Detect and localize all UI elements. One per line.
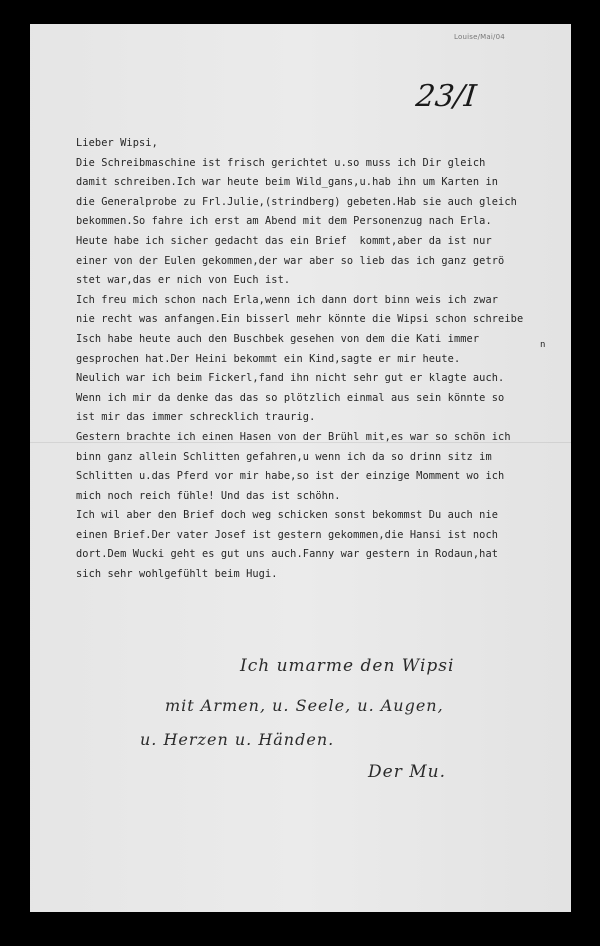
typed-line: mich noch reich fühle! Und das ist schöhn.	[76, 489, 341, 502]
typed-line: stet war,das er nich von Euch ist.	[76, 274, 291, 287]
letter-page	[30, 24, 571, 912]
margin-correction: n	[540, 340, 546, 350]
handwritten-line: mit Armen, u. Seele, u. Augen,	[165, 696, 444, 715]
handwritten-line: Ich umarme den Wipsi	[240, 656, 455, 676]
typed-line: Ich wil aber den Brief doch weg schicken sonst bekommst Du auch nie	[76, 509, 499, 522]
typed-line: einen Brief.Der vater Josef ist gestern gekommen,die Hansi ist noch	[76, 528, 499, 541]
typed-line: nie recht was anfangen.Ein bisserl mehr könnte die Wipsi schon schreibe	[76, 313, 524, 326]
handwritten-line: u. Herzen u. Händen.	[140, 730, 335, 749]
typed-line: Heute habe ich sicher gedacht das ein Brief kommt,aber da ist nur	[76, 234, 492, 247]
typed-line: die Generalprobe zu Frl.Julie,(strindberg) gebeten.Hab sie auch gleich	[76, 195, 517, 208]
typed-line: damit schreiben.Ich war heute beim Wild_gans,u.hab ihn um Karten in	[76, 176, 499, 189]
letter-date: 23/I	[414, 79, 478, 114]
typed-line: bekommen.So fahre ich erst am Abend mit dem Personenzug nach Erla.	[76, 215, 492, 228]
typed-line: Gestern brachte ich einen Hasen von der Brühl mit,es war so schön ich	[76, 430, 511, 443]
typed-line: binn ganz allein Schlitten gefahren,u wenn ich da so drinn sitz im	[76, 450, 492, 463]
handwritten-signature: Der Mu.	[368, 762, 446, 782]
typed-line: Ich freu mich schon nach Erla,wenn ich dann dort binn weis ich zwar	[76, 293, 499, 306]
typed-line: Schlitten u.das Pferd vor mir habe,so ist der einzige Momment wo ich	[76, 470, 505, 483]
typed-line: einer von der Eulen gekommen,der war aber so lieb das ich ganz getrö	[76, 254, 505, 267]
typed-line: Neulich war ich beim Fickerl,fand ihn nicht sehr gut er klagte auch.	[76, 372, 505, 385]
typed-line: gesprochen hat.Der Heini bekommt ein Kind,sagte er mir heute.	[76, 352, 461, 365]
typed-line: sich sehr wohlgefühlt beim Hugi.	[76, 568, 278, 581]
typed-line: Wenn ich mir da denke das das so plötzlich einmal aus sein könnte so	[76, 391, 505, 404]
typed-line: Die Schreibmaschine ist frisch gerichtet u.so muss ich Dir gleich	[76, 156, 486, 169]
archive-reference: Louise/Mai/04	[454, 33, 505, 41]
typed-line: dort.Dem Wucki geht es gut uns auch.Fanny war gestern in Rodaun,hat	[76, 548, 499, 561]
typed-letter-body	[76, 134, 556, 585]
typed-line: Isch habe heute auch den Buschbek gesehen von dem die Kati immer	[76, 332, 480, 345]
typed-line-salutation: Lieber Wipsi,	[76, 137, 158, 149]
typed-line: ist mir das immer schrecklich traurig.	[76, 411, 316, 424]
